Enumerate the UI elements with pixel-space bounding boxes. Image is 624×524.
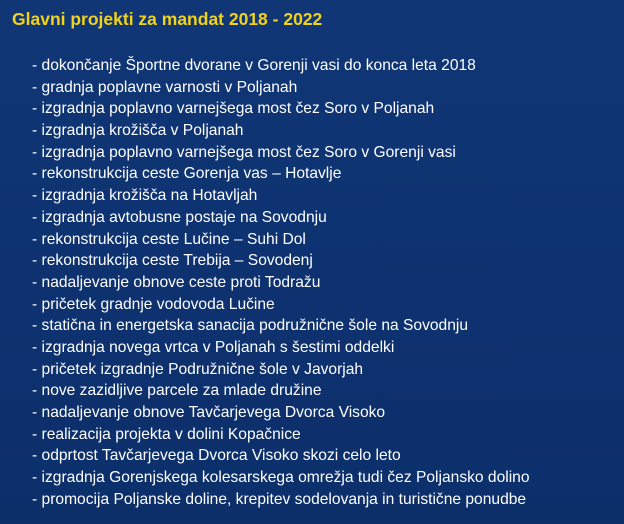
project-item: - dokončanje Športne dvorane v Gorenji vasi do konca leta 2018 bbox=[32, 57, 476, 74]
project-item: - promocija Poljanske doline, krepitev sodelovanja in turistične ponudbe bbox=[32, 490, 527, 508]
project-item: - izgradnja krožišča v Poljanah bbox=[32, 122, 244, 140]
slide-title: Glavni projekti za mandat 2018 - 2022 bbox=[12, 9, 323, 29]
project-item: - odprtost Tavčarjevega Dvorca Visoko skozi celo leto bbox=[32, 447, 401, 465]
project-item: - rekonstrukcija ceste Lučine – Suhi Dol bbox=[32, 230, 306, 248]
project-list bbox=[32, 55, 530, 510]
project-item: - pričetek gradnje vodovoda Lučine bbox=[32, 295, 275, 313]
project-item: - gradnja poplavne varnosti v Poljanah bbox=[32, 78, 298, 96]
project-item: - izgradnja novega vrtca v Poljanah s šestimi oddelki bbox=[32, 338, 395, 356]
project-item: - izgradnja Gorenjskega kolesarskega omrežja tudi čez Poljansko dolino bbox=[32, 469, 530, 487]
project-item: - statična in energetska sanacija podružnične šole na Sovodnju bbox=[32, 317, 469, 335]
project-item: - realizacija projekta v dolini Kopačnice bbox=[32, 425, 301, 443]
project-item: - rekonstrukcija ceste Gorenja vas – Hotavlje bbox=[32, 165, 342, 183]
project-item: - izgradnja poplavno varnejšega most čez Soro v Poljanah bbox=[32, 100, 435, 118]
project-item: - nadaljevanje obnove ceste proti Todražu bbox=[32, 273, 321, 291]
project-item: - nadaljevanje obnove Tavčarjevega Dvorca Visoko bbox=[32, 404, 386, 421]
project-item: - izgradnja krožišča na Hotavljah bbox=[32, 187, 258, 205]
project-item: - pričetek izgradnje Podružnične šole v Javorjah bbox=[32, 360, 364, 378]
project-item: - izgradnja avtobusne postaje na Sovodnju bbox=[32, 208, 327, 226]
project-item: - izgradnja poplavno varnejšega most čez Soro v Gorenji vasi bbox=[32, 143, 456, 161]
project-item: - nove zazidljive parcele za mlade družine bbox=[32, 382, 322, 400]
project-item: - rekonstrukcija ceste Trebija – Sovodenj bbox=[32, 252, 313, 270]
